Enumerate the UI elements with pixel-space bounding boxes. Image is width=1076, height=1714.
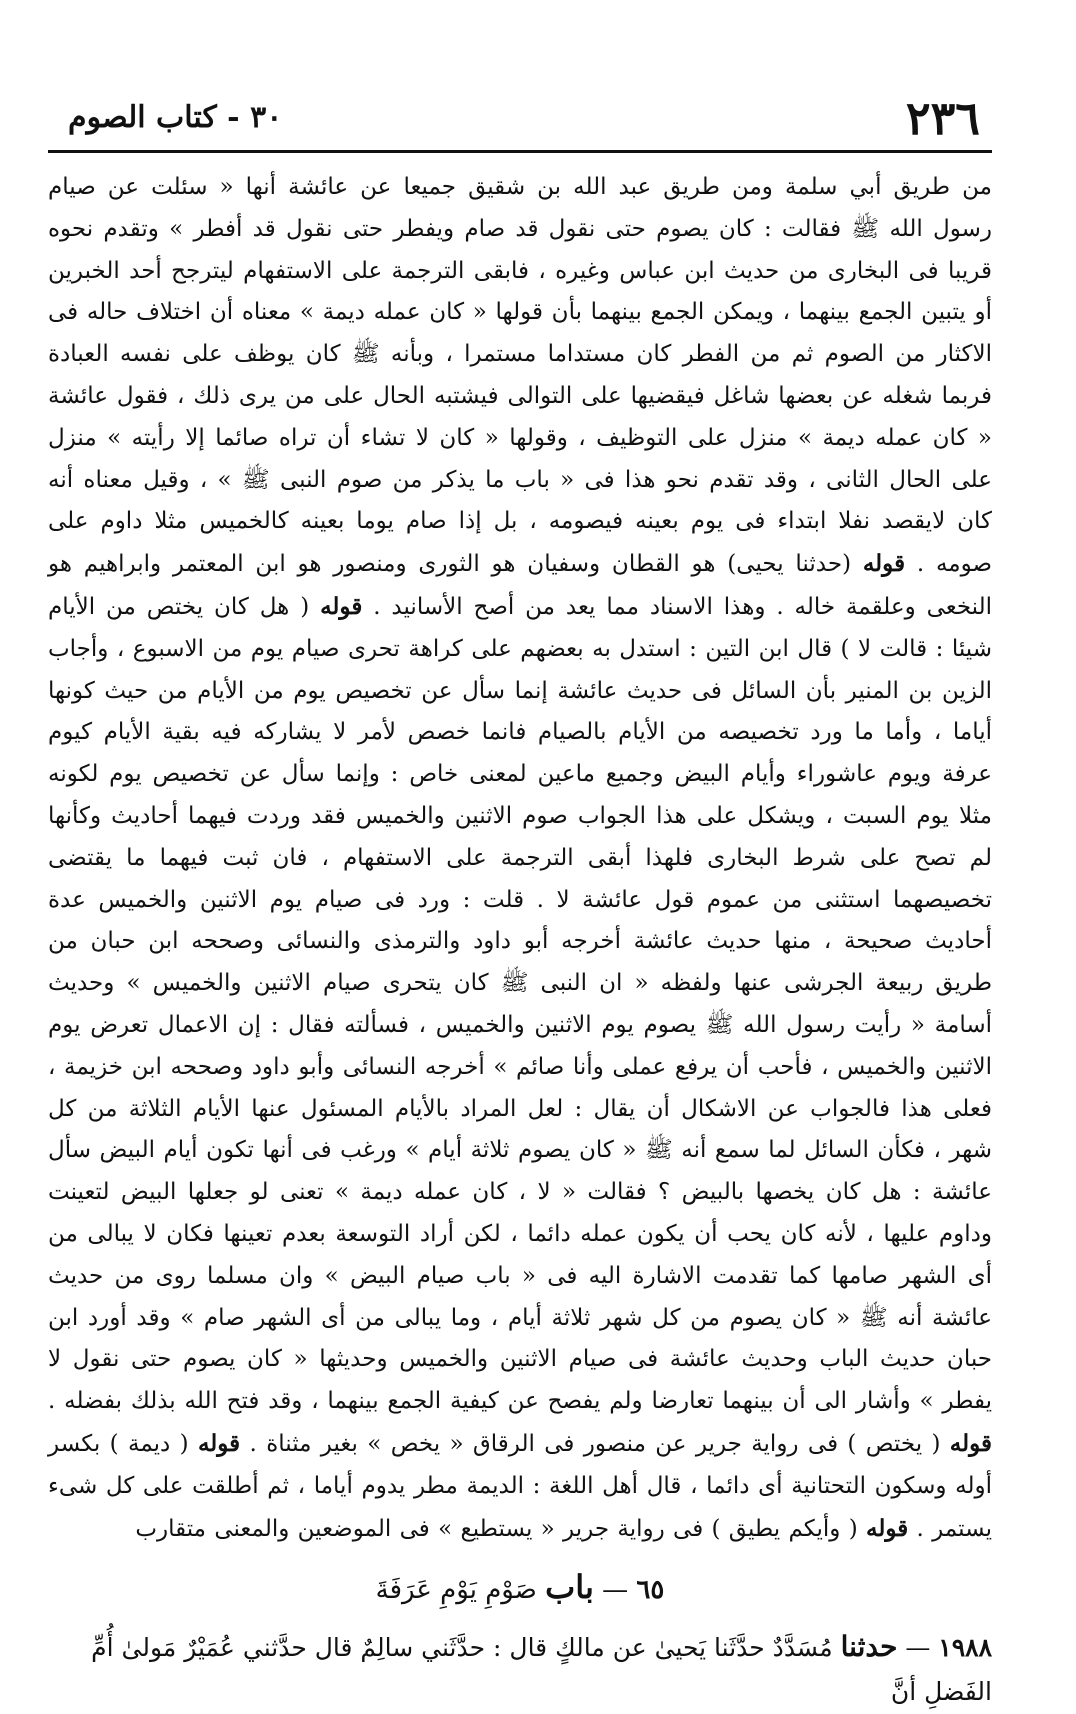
page-number: ٢٣٦	[905, 91, 980, 145]
text-segment: ( ديمة ) بكسر أوله وسكون التحتانية أى دائما ، قال أهل اللغة : الديمة مطر يدوم أياما ، ثم أطلقت على كل شىء يستمر .	[48, 1430, 992, 1542]
bab-heading	[48, 1564, 992, 1613]
bab-word: باب	[545, 1568, 594, 1607]
qawluhu-keyword: قوله	[862, 550, 906, 578]
hadith-dash: —	[905, 1633, 931, 1663]
bab-title: صَوْمِ يَوْمِ عَرَفَةَ	[375, 1575, 537, 1606]
text-segment: ( هل كان يختص من الأيام شيئا : قالت لا ) قال ابن التين : استدل به بعضهم على كراهة تحرى صيام يوم من الاسبوع ، وأجاب الزين بن المنير بأن السائل فى حديث عائشة إنما سأل عن تخصيص يوم من الأيام من حيث كونها أياما ، وأما ما ورد تخصيصه من الأيام بالصيام فانما خصص لأمر لا يشاركه فيه بقية الأيام كيوم عرفة ويوم عاشوراء وأيام البيض وجميع ماعين لمعنى خاص : وإنما سأل عن تخصيص يوم لكونه مثلا يوم السبت ، ويشكل على هذا الجواب صوم الاثنين والخميس فقد وردت فيهما أحاديث وكأنها لم تصح على شرط البخارى فلهذا أبقى الترجمة على الاستفهام ، فان ثبت فيهما ما يقتضى تخصيصهما استثنى من عموم قول عائشة لا . قلت : ورد فى صيام يوم الاثنين والخميس عدة أحاديث صحيحة ، منها حديث عائشة أخرجه أبو داود والترمذى والنسائى وصححه ابن حبان من طريق ربيعة الجرشى عنها ولفظه « ان النبى ﷺ كان يتحرى صيام الاثنين والخميس » وحديث أسامة « رأيت رسول الله ﷺ يصوم يوم الاثنين والخميس ، فسألته فقال : إن الاعمال تعرض يوم الاثنين والخميس ، فأحب أن يرفع عملى وأنا صائم » أخرجه النسائى وأبو داود وصححه ابن خزيمة ، فعلى هذا فالجواب عن الاشكال أن يقال : لعل المراد بالأيام المسئول عنها الأيام الثلاثة من كل شهر ، فكأن السائل لما سمع أنه ﷺ « كان يصوم ثلاثة أيام » ورغب فى أنها تكون أيام البيض سأل عائشة : هل كان يخصها بالبيض ؟ فقالت « لا ، كان عمله ديمة » تعنى لو جعلها البيض لتعينت وداوم عليها ، لأنه كان يحب أن يكون عمله دائما ، لكن أراد التوسعة بعدم تعينها فكان لا يبالى من أى الشهر صامها كما تقدمت الاشارة اليه فى « باب صيام البيض » وان مسلما روى من حديث عائشة أنه ﷺ « كان يصوم من كل شهر ثلاثة أيام ، وما يبالى من أى الشهر صام » وقد أورد ابن حبان حديث الباب وحديث عائشة فى صيام الاثنين والخميس وحديثها « كان يصوم حتى نقول لا يفطر » وأشار الى أن بينهما تعارضا ولم يفصح عن كيفية الجمع بينهما ، وقد فتح الله بذلك بفضله .	[48, 593, 992, 1415]
hadith-text: مُسَدَّدٌ حدَّثَنا يَحيىٰ عن مالكٍ قال : حدَّثَني سالِمٌ قال حدَّثني عُمَيْرٌ مَولىٰ أُمِّ الفَضلِ أنَّ	[91, 1633, 992, 1707]
qawluhu-keyword: قوله	[865, 1514, 909, 1542]
qawluhu-keyword: قوله	[197, 1429, 241, 1457]
page	[48, 88, 993, 1707]
hadith-line	[48, 1625, 992, 1714]
text-segment: ( يختص ) فى رواية جرير عن منصور فى الرقاق « يخص » بغير مثناة .	[249, 1430, 941, 1457]
chapter-title: ٣٠ - كتاب الصوم	[68, 100, 283, 135]
commentary-text	[48, 167, 992, 1550]
text-segment: ( وأيكم يطيق ) فى رواية جرير « يستطيع » فى الموضعين والمعنى متقارب	[135, 1515, 858, 1542]
hadith-haddathana: حدثنا	[840, 1630, 898, 1664]
bab-number: ٦٥	[636, 1575, 665, 1606]
text-segment: من طريق أبي سلمة ومن طريق عبد الله بن شقيق جميعا عن عائشة أنها « سئلت عن صيام رسول الله ﷺ فقالت : كان يصوم حتى نقول قد صام ويفطر حتى نقول قد أفطر » وتقدم نحوه قريبا فى البخارى من حديث ابن عباس وغيره ، فابقى الترجمة على الاستفهام ليترجح أحد الخبرين أو يتبين الجمع بينهما ، ويمكن الجمع بينهما بأن قولها « كان عمله ديمة » معناه أن اختلاف حاله فى الاكثار من الصوم ثم من الفطر كان مستداما مستمرا ، وبأنه ﷺ كان يوظف على نفسه العبادة فربما شغله عن بعضها شاغل فيقضيها على التوالى فيشتبه الحال على من يرى ذلك ، فقول عائشة « كان عمله ديمة » منزل على التوظيف ، وقولها « كان لا تشاء أن تراه صائما إلا رأيته » منزل على الحال الثانى ، وقد تقدم نحو هذا فى « باب ما يذكر من صوم النبى ﷺ » ، وقيل معناه أنه كان لايقصد نفلا ابتداء فى يوم بعينه فيصومه ، بل إذا صام يوما بعينه كالخميس مثلا داوم على صومه .	[48, 174, 993, 578]
page-header	[48, 88, 992, 153]
paragraph	[48, 167, 992, 1550]
bab-dash: —	[602, 1575, 629, 1606]
hadith-number: ١٩٨٨	[938, 1633, 992, 1663]
qawluhu-keyword: قوله	[949, 1429, 993, 1457]
text-segment: (حدثنا يحيى) هو القطان وسفيان هو الثورى ومنصور هو ابن المعتمر وابراهيم هو النخعى وعلقمة خاله . وهذا الاسناد مما يعد من أصح الأسانيد .	[48, 551, 993, 620]
qawluhu-keyword: قوله	[320, 592, 363, 620]
